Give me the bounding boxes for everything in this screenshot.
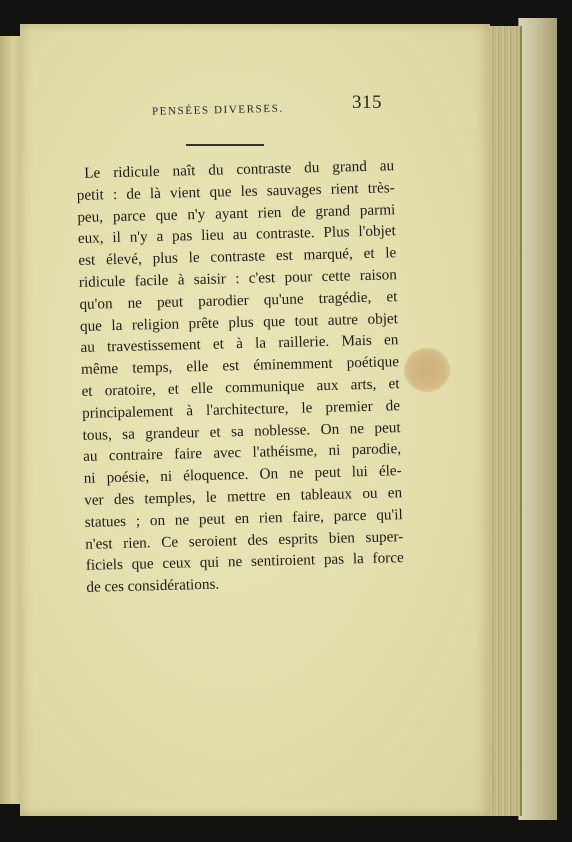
text-line: qu'on ne peut parodier qu'une tragédie, et — [79, 287, 398, 313]
text-line: ridicule facile à saisir : c'est pour cette raison — [78, 266, 398, 291]
text-line: Le ridicule naît du contraste du grand au — [84, 157, 395, 182]
body-text — [76, 155, 405, 599]
text-line: peu, parce que n'y ayant rien de grand parmi — [77, 200, 396, 226]
book-cover-edge — [518, 18, 557, 820]
text-line: et oratoire, et elle communique aux arts, et — [81, 375, 400, 400]
text-line: principalement à l'architecture, le premier de — [81, 396, 401, 422]
running-head: PENSÉES DIVERSES. — [151, 102, 284, 118]
foxing-stain — [404, 348, 450, 392]
page-number: 315 — [352, 92, 382, 113]
text-line: petit : de là vient que les sauvages rient très- — [76, 179, 395, 204]
header-rule — [186, 144, 264, 146]
text-line: ni poésie, ni éloquence. On ne peut lui éle- — [83, 462, 402, 488]
text-line: au travestissement et à la raillerie. Mais en — [80, 331, 399, 357]
text-line: tous, sa grandeur et sa noblesse. On ne peut — [82, 418, 401, 444]
text-line: au contraire faire avec l'athéisme, ni parodie, — [82, 440, 402, 466]
text-line: que la religion prête plus que tout autre objet — [79, 309, 399, 335]
text-line: ver des temples, le mettre en tableaux ou en — [84, 484, 403, 509]
text-line: n'est rien. Ce seroient des esprits bien super- — [85, 527, 404, 553]
text-line: de ces considérations. — [86, 575, 220, 597]
text-line: eux, il n'y a pas lieu au contraste. Plus l'objet — [77, 222, 396, 248]
text-line: statues ; on ne peut en rien faire, parce qu'il — [84, 505, 403, 531]
text-line: est élevé, plus le contraste est marqué, et le — [78, 244, 397, 270]
text-line: ficiels que ceux qui ne sentiroient pas la force — [85, 549, 404, 575]
text-line: même temps, elle est éminemment poétique — [80, 353, 400, 379]
